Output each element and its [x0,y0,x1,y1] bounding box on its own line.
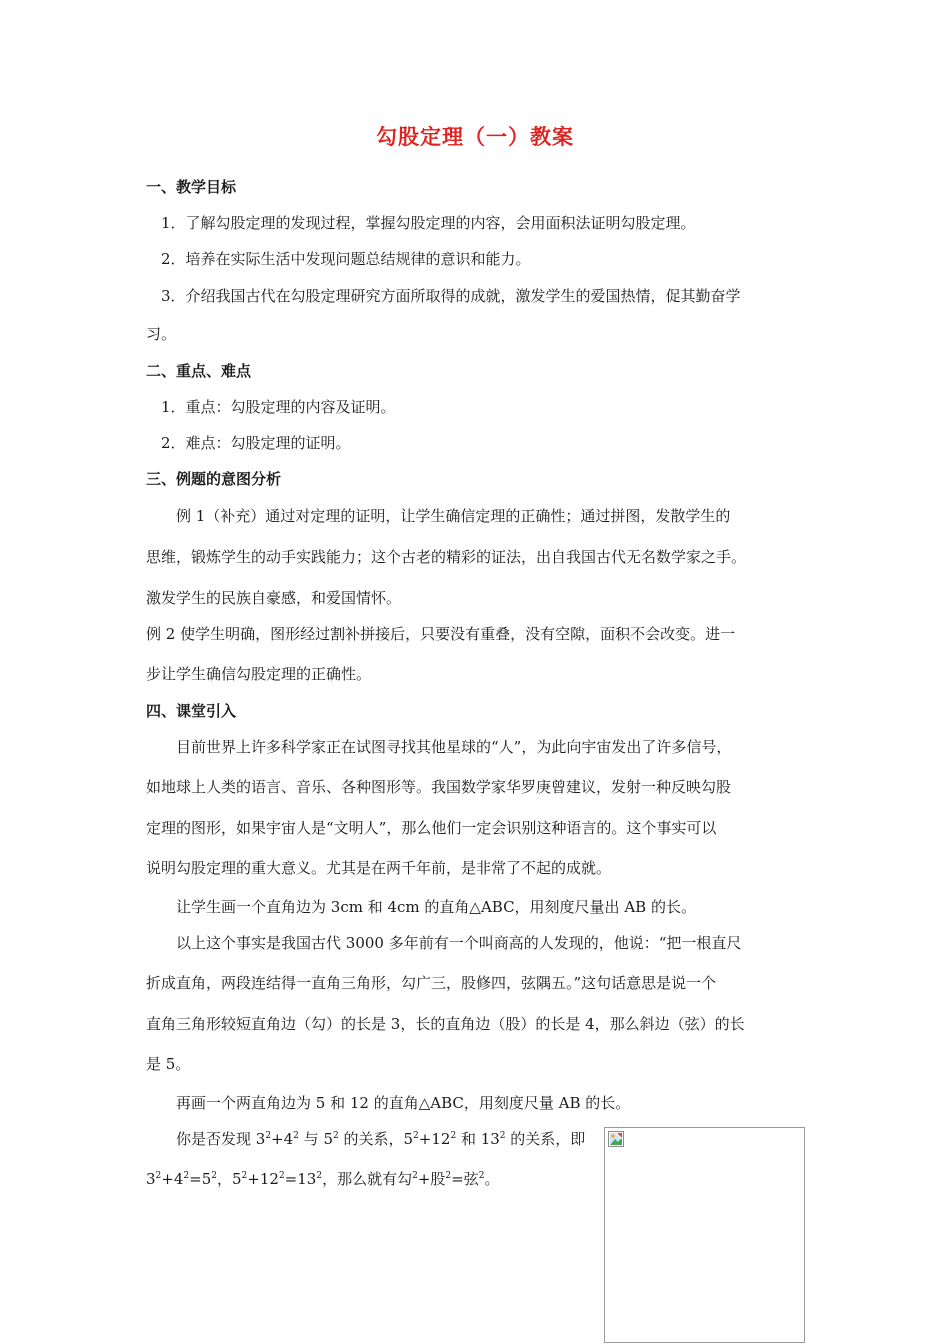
paragraph-line: 步让学生确信勾股定理的正确性。 [146,665,372,683]
objective-item: 1．了解勾股定理的发现过程，掌握勾股定理的内容，会用面积法证明勾股定理。 [161,214,696,232]
paragraph-line: 定理的图形，如果宇宙人是“文明人”，那么他们一定会识别这种语言的。这个事实可以 [146,819,717,837]
formula-line: $3^2+4^2=5^2$，$5^2+12^2=13^2$，那么就有勾$^2$+股$^2$=弦$^2$。 [146,1170,500,1188]
paragraph-line: 说明勾股定理的重大意义。尤其是在两千年前，是非常了不起的成就。 [146,859,612,877]
paragraph-line: 直角三角形较短直角边（勾）的长是 3，长的直角边（股）的长是 4，那么斜边（弦）的长 [146,1015,745,1033]
key-point-item: 1．重点：勾股定理的内容及证明。 [161,398,396,416]
section-heading-examples: 三、例题的意图分析 [146,470,282,488]
paragraph-line: 如地球上人类的语言、音乐、各种图形等。我国数学家华罗庚曾建议，发射一种反映勾股 [146,778,732,796]
paragraph-line: 折成直角，两段连结得一直角三角形，勾广三，股修四，弦隅五。”这句话意思是说一个 [146,974,717,992]
image-placeholder [604,1127,805,1343]
objective-item-continued: 习。 [146,325,177,343]
section-heading-introduction: 四、课堂引入 [146,702,237,720]
paragraph-line: 是 5。 [146,1055,191,1073]
section-heading-key-points: 二、重点、难点 [146,362,252,380]
broken-image-icon [608,1131,624,1147]
paragraph-line: 例 2 使学生明确，图形经过割补拼接后，只要没有重叠，没有空隙，面积不会改变。进一 [146,625,736,643]
paragraph-line: 让学生画一个直角边为 3cm 和 4cm 的直角△ABC，用刻度尺量出 AB 的长。 [176,898,696,916]
document-title: 勾股定理（一）教案 [376,125,574,149]
paragraph-line: 目前世界上许多科学家正在试图寻找其他星球的“人”，为此向宇宙发出了许多信号， [176,738,732,756]
section-heading-objectives: 一、教学目标 [146,178,237,196]
objective-item: 2．培养在实际生活中发现问题总结规律的意识和能力。 [161,250,531,268]
key-point-item: 2．难点：勾股定理的证明。 [161,434,351,452]
formula-line: 你是否发现 $3^2+4^2$ 与 $5^2$ 的关系，$5^2+12^2$ 和 $13^2$ 的关系，即 [176,1130,586,1148]
paragraph-line: 以上这个事实是我国古代 3000 多年前有一个叫商高的人发现的，他说：“把一根直尺 [176,934,742,952]
paragraph-line: 激发学生的民族自豪感，和爱国情怀。 [146,589,402,607]
paragraph-line: 思维，锻炼学生的动手实践能力；这个古老的精彩的证法，出自我国古代无名数学家之手。 [146,548,747,566]
paragraph-line: 再画一个两直角边为 5 和 12 的直角△ABC，用刻度尺量 AB 的长。 [176,1094,631,1112]
paragraph-line: 例 1（补充）通过对定理的证明，让学生确信定理的正确性；通过拼图，发散学生的 [176,507,731,525]
objective-item: 3．介绍我国古代在勾股定理研究方面所取得的成就，激发学生的爱国热情，促其勤奋学 [161,287,741,305]
